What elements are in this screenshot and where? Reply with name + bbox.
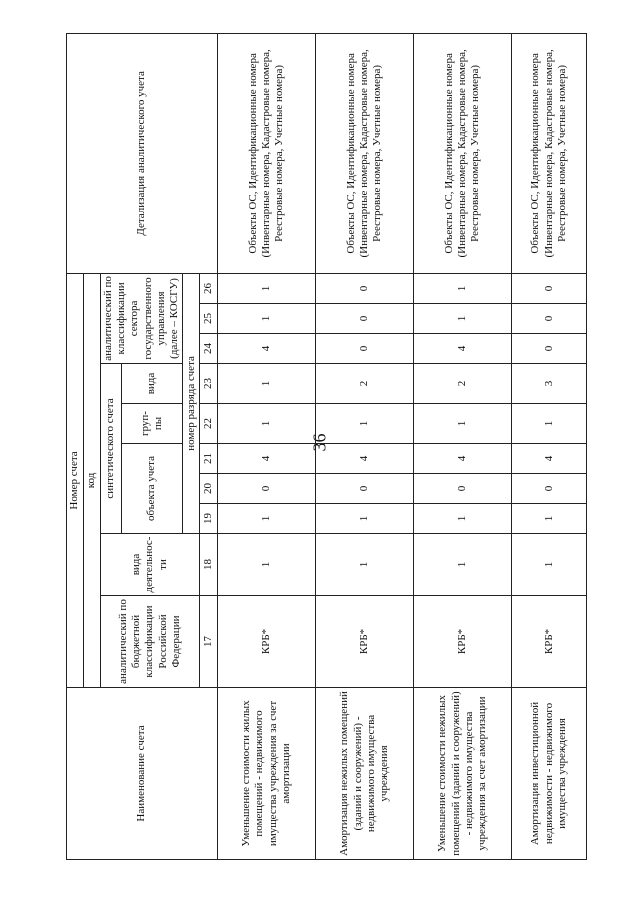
cell-digit-26: 1	[414, 273, 512, 303]
cell-digit-23: 1	[218, 364, 316, 404]
cell-digit-25: 1	[414, 304, 512, 334]
row-account-name: Уменьшение стоимости жилых помещений - недвижимого имущества учреждения за счет амортизации	[218, 688, 316, 860]
cell-budget-class: КРБ*	[218, 596, 316, 688]
table-row	[218, 33, 316, 859]
header-account-object: объекта учета	[121, 444, 182, 534]
cell-digit-19: 1	[414, 504, 512, 534]
accounts-table	[66, 33, 587, 860]
header-kosgu: аналитический по классификации сектора государственного управления (далее – КОСГУ)	[101, 273, 183, 363]
cell-digit-23: 2	[414, 364, 512, 404]
cell-digit-23: 2	[316, 364, 414, 404]
page-number: 36	[309, 433, 330, 452]
header-account-name: Наименование счета	[67, 688, 218, 860]
row-detail: Объекты ОС, Идентификационные номера (Инвентарные номера, Кадастровые номера, Реестровые номера, Учетные номера)	[512, 33, 587, 273]
cell-digit-21: 4	[316, 444, 414, 474]
cell-budget-class: КРБ*	[414, 596, 512, 688]
cell-digit-20: 0	[414, 474, 512, 504]
digit-18: 18	[200, 534, 218, 596]
cell-activity: 1	[218, 534, 316, 596]
digit-24: 24	[200, 334, 218, 364]
cell-digit-19: 1	[316, 504, 414, 534]
row-account-name: Уменьшение стоимости нежилых помещений (зданий и сооружений) - недвижимого имущества учреждения за счет амортизации	[414, 688, 512, 860]
cell-digit-23: 3	[512, 364, 587, 404]
rotated-table-page	[66, 34, 572, 860]
header-activity-type: вида деятельнос-ти	[101, 534, 200, 596]
row-detail: Объекты ОС, Идентификационные номера (Инвентарные номера, Кадастровые номера, Реестровые номера, Учетные номера)	[414, 33, 512, 273]
digit-20: 20	[200, 474, 218, 504]
cell-digit-19: 1	[512, 504, 587, 534]
digit-19: 19	[200, 504, 218, 534]
cell-digit-21: 4	[218, 444, 316, 474]
header-digit-number: номер разряда счета	[183, 273, 200, 533]
digit-26: 26	[200, 273, 218, 303]
digit-22: 22	[200, 404, 218, 444]
cell-digit-25: 1	[218, 304, 316, 334]
cell-digit-24: 4	[414, 334, 512, 364]
digit-25: 25	[200, 304, 218, 334]
cell-digit-26: 0	[316, 273, 414, 303]
cell-budget-class: КРБ*	[316, 596, 414, 688]
cell-digit-22: 1	[218, 404, 316, 444]
cell-digit-26: 0	[512, 273, 587, 303]
cell-digit-19: 1	[218, 504, 316, 534]
cell-activity: 1	[316, 534, 414, 596]
header-kind: вида	[121, 364, 182, 404]
cell-digit-26: 1	[218, 273, 316, 303]
cell-digit-20: 0	[316, 474, 414, 504]
header-code: код	[84, 273, 101, 687]
digit-21: 21	[200, 444, 218, 474]
cell-digit-20: 0	[512, 474, 587, 504]
cell-digit-22: 1	[512, 404, 587, 444]
row-account-name: Амортизация инвестиционной недвижимости - недвижимого имущества учреждения	[512, 688, 587, 860]
cell-digit-25: 0	[512, 304, 587, 334]
table-row	[316, 33, 414, 859]
table-row	[512, 33, 587, 859]
header-account-number: Номер счета	[67, 273, 84, 687]
header-group: груп-пы	[121, 404, 182, 444]
cell-digit-24: 0	[316, 334, 414, 364]
row-detail: Объекты ОС, Идентификационные номера (Инвентарные номера, Кадастровые номера, Реестровые номера, Учетные номера)	[316, 33, 414, 273]
digit-23: 23	[200, 364, 218, 404]
cell-activity: 1	[512, 534, 587, 596]
cell-digit-21: 4	[414, 444, 512, 474]
cell-digit-22: 1	[414, 404, 512, 444]
digit-17: 17	[200, 596, 218, 688]
header-synthetic-account: синтетического счета	[101, 364, 122, 534]
cell-digit-21: 4	[512, 444, 587, 474]
cell-digit-24: 0	[512, 334, 587, 364]
header-analytics-detail: Детализация аналитического учета	[67, 33, 218, 273]
cell-activity: 1	[414, 534, 512, 596]
row-detail: Объекты ОС, Идентификационные номера (Инвентарные номера, Кадастровые номера, Реестровые номера, Учетные номера)	[218, 33, 316, 273]
cell-budget-class: КРБ*	[512, 596, 587, 688]
cell-digit-22: 1	[316, 404, 414, 444]
header-budget-classification: аналитический по бюджетной классификации Российской Федерации	[101, 596, 200, 688]
cell-digit-25: 0	[316, 304, 414, 334]
table-row	[414, 33, 512, 859]
cell-digit-20: 0	[218, 474, 316, 504]
cell-digit-24: 4	[218, 334, 316, 364]
row-account-name: Амортизация нежилых помещений (зданий и сооружений) - недвижимого имущества учреждения	[316, 688, 414, 860]
